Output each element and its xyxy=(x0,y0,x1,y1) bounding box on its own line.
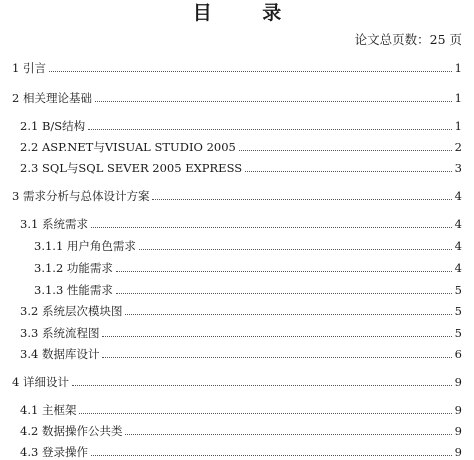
toc-dot-leader xyxy=(91,227,452,228)
toc-entry-label: 4.3 登录操作 xyxy=(20,445,88,459)
toc-entry[interactable] xyxy=(20,216,462,232)
toc-entry[interactable] xyxy=(12,188,462,204)
toc-dot-leader xyxy=(125,314,451,315)
toc-entry[interactable] xyxy=(20,325,462,341)
toc-entry[interactable] xyxy=(20,303,462,319)
toc-dot-leader xyxy=(125,434,451,435)
toc-entry-page-number: 5 xyxy=(454,326,462,340)
total-pages-label: 论文总页数：25 页 xyxy=(354,32,462,47)
toc-entry-page-number: 1 xyxy=(454,61,462,75)
toc-entry-label: 3.3 系统流程图 xyxy=(20,326,100,340)
page-title: 目 录 xyxy=(192,2,304,24)
toc-entry-page-number: 4 xyxy=(454,217,462,231)
toc-dot-leader xyxy=(72,385,452,386)
toc-entry[interactable] xyxy=(34,260,462,276)
toc-entry-label: 4.2 数据操作公共类 xyxy=(20,424,123,438)
toc-entry[interactable] xyxy=(20,160,462,176)
toc-entry-label: 1 引言 xyxy=(12,61,46,75)
toc-dot-leader xyxy=(102,336,451,337)
toc-dot-leader xyxy=(245,171,452,172)
toc-entry-page-number: 5 xyxy=(454,304,462,318)
toc-entry[interactable] xyxy=(34,238,462,254)
toc-entry-label: 2 相关理论基础 xyxy=(12,91,92,105)
toc-entry-label: 3.1 系统需求 xyxy=(20,217,88,231)
toc-dot-leader xyxy=(102,357,451,358)
toc-dot-leader xyxy=(49,71,452,72)
toc-entry-label: 3.1.1 用户角色需求 xyxy=(34,239,136,253)
toc-dot-leader xyxy=(116,293,452,294)
toc-entry-label: 3.1.3 性能需求 xyxy=(34,283,113,297)
toc-entry-page-number: 1 xyxy=(454,91,462,105)
toc-entry-page-number: 9 xyxy=(454,375,462,389)
toc-entry-label: 3.4 数据库设计 xyxy=(20,347,100,361)
toc-entry-page-number: 3 xyxy=(454,161,462,175)
toc-entry-page-number: 5 xyxy=(454,283,462,297)
toc-entry-page-number: 4 xyxy=(454,189,462,203)
toc-entry-page-number: 9 xyxy=(454,424,462,438)
toc-entry-label: 2.2 ASP.NET与VISUAL STUDIO 2005 xyxy=(20,140,236,154)
toc-entry-label: 3.2 系统层次模块图 xyxy=(20,304,123,318)
toc-entry[interactable] xyxy=(12,374,462,390)
toc-entry-page-number: 4 xyxy=(454,261,462,275)
toc-entry-page-number: 1 xyxy=(454,119,462,133)
toc-entry[interactable] xyxy=(12,90,462,106)
toc-entry-label: 3 需求分析与总体设计方案 xyxy=(12,189,150,203)
toc-entry-page-number: 4 xyxy=(454,239,462,253)
toc-entry[interactable] xyxy=(34,282,462,298)
toc-dot-leader xyxy=(91,455,452,456)
toc-dot-leader xyxy=(239,150,452,151)
toc-dot-leader xyxy=(139,249,452,250)
toc-entry[interactable] xyxy=(20,423,462,439)
toc-entry[interactable] xyxy=(20,346,462,362)
toc-entry[interactable] xyxy=(12,60,462,76)
toc-dot-leader xyxy=(152,199,451,200)
toc-entry-label: 4.1 主框架 xyxy=(20,403,77,417)
toc-entry-page-number: 2 xyxy=(454,140,462,154)
toc-entry-page-number: 9 xyxy=(454,445,462,459)
toc-entry-label: 4 详细设计 xyxy=(12,375,69,389)
toc-entry-label: 2.1 B/S结构 xyxy=(20,119,86,133)
toc-dot-leader xyxy=(95,101,452,102)
toc-dot-leader xyxy=(79,413,451,414)
toc-dot-leader xyxy=(116,271,452,272)
toc-entry[interactable] xyxy=(20,139,462,155)
toc-entry[interactable] xyxy=(20,402,462,418)
toc-dot-leader xyxy=(88,129,452,130)
toc-entry-page-number: 6 xyxy=(454,347,462,361)
toc-entry-label: 3.1.2 功能需求 xyxy=(34,261,113,275)
toc-entry[interactable] xyxy=(20,118,462,134)
toc-entry-label: 2.3 SQL与SQL SEVER 2005 EXPRESS xyxy=(20,161,243,175)
toc-entry[interactable] xyxy=(20,444,462,460)
toc-entry-page-number: 9 xyxy=(454,403,462,417)
